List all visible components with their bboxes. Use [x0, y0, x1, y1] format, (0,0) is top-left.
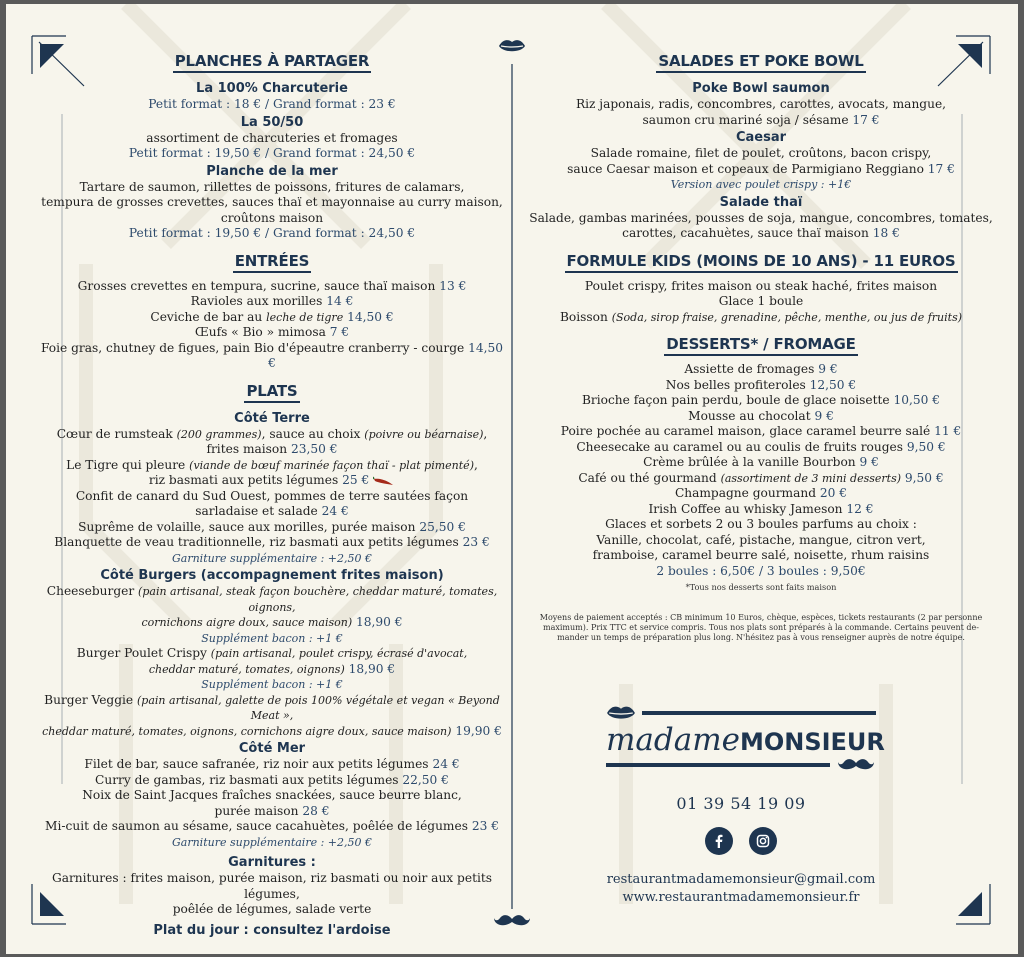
menu-line: Glace 1 boule	[718, 294, 804, 308]
menu-text: (200 grammes)	[176, 427, 262, 441]
item-desc: Salade romaine, filet de poulet, croûtons, bacon crispy,	[590, 146, 932, 160]
menu-text: (assortiment de 3 mini desserts)	[720, 471, 902, 485]
menu-text: 10,50 €	[893, 393, 941, 407]
menu-text: (poivre ou béarnaise)	[364, 427, 484, 441]
menu-text: 17 €	[927, 161, 955, 176]
menu-line	[38, 325, 506, 341]
menu-line: 2 boules : 6,50€ / 3 boules : 9,50€	[656, 563, 866, 578]
menu-text: cheddar maturé, tomates, oignons, cornichons aigre doux, sauce maison)	[42, 724, 452, 738]
chili-icon	[373, 476, 395, 486]
menu-text: Grosses crevettes en tempura, sucrine, sauce thaï maison	[77, 278, 436, 293]
website-link[interactable]: www.restaurantmadamemonsieur.fr	[622, 890, 860, 905]
menu-text: Burger Veggie	[44, 692, 134, 707]
menu-line: poêlée de légumes, salade verte	[172, 902, 372, 916]
menu-text: Blanquette de veau traditionnelle, riz basmati aux petits légumes	[54, 535, 459, 549]
menu-line	[38, 294, 506, 310]
menu-text: mander un temps de préparation plus long. N'hésitez pas à vous renseigner auprès de notre équipe.	[557, 632, 965, 642]
instagram-icon[interactable]	[749, 827, 777, 855]
menu-text: (viande de bœuf marinée façon thaï - plat pimenté)	[189, 458, 474, 472]
section-title-entrees: ENTRÉES	[233, 252, 311, 273]
lips-icon	[606, 704, 636, 722]
item-desc: tempura de grosses crevettes, sauces thaï et mayonnaise au curry maison,	[41, 195, 503, 209]
menu-text: Œufs « Bio » mimosa	[194, 325, 326, 339]
supplement-note: Garniture supplémentaire : +2,50 €	[171, 551, 372, 565]
item-desc: Riz japonais, radis, concombres, carottes, avocats, mangue,	[575, 97, 947, 111]
menu-line	[526, 486, 996, 502]
menu-line	[38, 520, 506, 536]
menu-text: Suprême de volaille, sauce aux morilles, purée maison	[78, 519, 416, 534]
menu-text: 13 €	[439, 278, 467, 293]
subsection-title: Côté Terre	[234, 410, 310, 426]
item-name: Poke Bowl saumon	[692, 81, 830, 96]
menu-line	[38, 693, 506, 724]
item-price: Petit format : 19,50 € / Grand format : 24,50 €	[128, 226, 416, 240]
menu-line	[38, 584, 506, 615]
supplement-note: Version avec poulet crispy : +1€	[670, 178, 852, 191]
menu-line	[526, 310, 996, 326]
menu-text: Brioche façon pain perdu, boule de glace noisette	[581, 393, 890, 407]
menu-text: saumon cru mariné soja / sésame	[642, 112, 849, 127]
menu-line	[526, 471, 996, 487]
menu-text: 7 €	[329, 325, 350, 339]
item-desc: Tartare de saumon, rillettes de poissons, fritures de calamars,	[79, 179, 465, 194]
menu-text: ,	[483, 426, 488, 441]
menu-text: Café ou thé gourmand	[578, 470, 717, 485]
divider	[606, 763, 830, 767]
item-desc	[526, 113, 996, 129]
menu-line	[526, 455, 996, 471]
menu-text: Filet de bar, sauce safranée, riz noir aux petits légumes	[84, 757, 429, 771]
item-desc	[526, 162, 996, 178]
menu-text: 24 €	[432, 757, 460, 771]
menu-line: Vanille, chocolat, café, pistache, mangue, citron vert,	[596, 532, 926, 547]
menu-text: 23 €	[462, 535, 490, 549]
menu-line	[38, 757, 506, 773]
menu-text: Boisson	[559, 309, 608, 324]
menu-line	[38, 724, 506, 740]
menu-line	[38, 535, 506, 551]
menu-text: purée maison	[214, 803, 299, 818]
menu-text: 28 €	[302, 803, 330, 818]
menu-page	[6, 4, 1018, 954]
menu-text: , sauce au choix	[261, 426, 361, 441]
menu-text: leche de tigre	[266, 310, 344, 324]
menu-line: Poulet crispy, frites maison ou steak haché, frites maison	[584, 278, 938, 293]
menu-text: 11 €	[934, 424, 962, 438]
menu-text: 18,90 €	[348, 661, 396, 676]
menu-line	[38, 819, 506, 835]
menu-text: Mi-cuit de saumon au sésame, sauce cacahuètes, poêlée de légumes	[45, 819, 468, 833]
menu-text: ,	[473, 457, 478, 472]
item-price: Petit format : 19,50 € / Grand format : 24,50 €	[128, 146, 416, 160]
menu-text: Foie gras, chutney de figues, pain Bio d'épeautre cranberry - courge	[41, 340, 465, 355]
item-name: Planche de la mer	[206, 163, 338, 179]
menu-line: Garnitures : frites maison, purée maison, riz basmati ou noir aux petits légumes,	[51, 871, 493, 901]
item-desc: assortiment de charcuteries et fromages	[146, 130, 398, 145]
supplement-note: Supplément bacon : +1 €	[201, 631, 343, 645]
menu-text: cheddar maturé, tomates, oignons)	[148, 662, 345, 676]
menu-line: Noix de Saint Jacques fraîches snackées, sauce beurre blanc,	[82, 788, 462, 802]
menu-line	[38, 442, 506, 458]
menu-text: Burger Poulet Crispy	[76, 646, 207, 660]
menu-text: Cheesecake au caramel ou au coulis de fruits rouges	[576, 439, 903, 454]
menu-text: 12 €	[846, 501, 874, 516]
menu-line	[526, 378, 996, 394]
menu-text: Nos belles profiteroles	[665, 377, 806, 392]
menu-text: 9 €	[859, 455, 879, 469]
menu-text: 9,50 €	[906, 439, 946, 454]
menu-text: Moyens de paiement acceptés : CB minimum 10 Euros, chèque, espèces, tickets restaurants (2 par personne	[539, 612, 983, 622]
menu-text: (pain artisanal, steak façon bouchère, cheddar maturé, tomates, oignons,	[138, 585, 498, 614]
menu-text: 9,50 €	[904, 470, 944, 485]
menu-line	[526, 424, 996, 440]
item-desc: Salade, gambas marinées, pousses de soja, mangue, concombres, tomates,	[529, 210, 993, 225]
menu-text: 22,50 €	[402, 772, 449, 787]
item-price: Petit format : 18 € / Grand format : 23 €	[148, 97, 396, 111]
menu-line	[38, 341, 506, 372]
item-name: La 100% Charcuterie	[196, 81, 348, 96]
menu-text: sauce Caesar maison et copeaux de Parmigiano Reggiano	[567, 161, 924, 176]
section-title-desserts: DESSERTS* / FROMAGE	[664, 335, 857, 356]
menu-line	[38, 773, 506, 789]
facebook-icon[interactable]	[705, 827, 733, 855]
menu-text: 14 €	[326, 294, 354, 308]
menu-text: Mousse au chocolat	[688, 408, 811, 423]
left-column	[38, 48, 506, 939]
logo	[606, 722, 885, 758]
menu-text: 24 €	[321, 504, 349, 518]
menu-line	[38, 473, 506, 489]
menu-text: 19,90 €	[455, 723, 502, 738]
menu-line	[38, 646, 506, 662]
menu-text: Champagne gourmand	[674, 486, 817, 500]
right-column	[526, 48, 996, 643]
supplement-note: Supplément bacon : +1 €	[201, 678, 343, 691]
section-title-kids: FORMULE KIDS (MOINS DE 10 ANS) - 11 EUROS	[565, 252, 958, 273]
plat-du-jour: Plat du jour : consultez l'ardoise	[153, 922, 391, 938]
menu-text: 23 €	[471, 819, 499, 833]
phone-number: 01 39 54 19 09	[676, 794, 806, 813]
menu-text: 14,50 €	[268, 340, 503, 370]
item-name: Salade thaï	[719, 194, 803, 210]
menu-text: Assiette de fromages	[684, 362, 815, 376]
subsection-title: Garnitures :	[228, 855, 316, 870]
menu-line	[38, 310, 506, 326]
menu-line	[38, 458, 506, 474]
menu-text: 9 €	[818, 362, 838, 376]
menu-text: maximum). Prix TTC et service compris. Tous nos plats sont préparés à la commande. Certains peuvent de-	[543, 622, 979, 632]
menu-text: 25,50 €	[419, 519, 466, 534]
item-name: Caesar	[735, 130, 787, 145]
menu-line	[38, 504, 506, 520]
menu-line	[526, 502, 996, 518]
section-title-plats: PLATS	[244, 382, 299, 403]
supplement-note: Garniture supplémentaire : +2,50 €	[171, 835, 372, 849]
menu-text: 9 €	[814, 408, 834, 423]
menu-line	[38, 427, 506, 443]
menu-text: sarladaise et salade	[195, 504, 318, 518]
menu-text: Crème brûlée à la vanille Bourbon	[643, 455, 856, 469]
menu-line	[38, 279, 506, 295]
menu-text: MONSIEUR	[739, 728, 885, 756]
divider	[642, 711, 876, 715]
menu-line: Confit de canard du Sud Ouest, pommes de terre sautées façon	[75, 488, 469, 503]
menu-text: 18,90 €	[356, 615, 403, 629]
menu-text: Le Tigre qui pleure	[66, 457, 186, 472]
menu-text: Cœur de rumsteak	[56, 426, 173, 441]
menu-line	[38, 662, 506, 678]
brand-block	[606, 704, 885, 907]
subsection-title: Côté Mer	[238, 741, 306, 756]
menu-text: 14,50 €	[347, 309, 394, 324]
menu-text: (pain artisanal, poulet crispy, écrasé d'avocat,	[210, 647, 468, 660]
menu-text: 25 €	[342, 473, 370, 487]
section-title-salades: SALADES ET POKE BOWL	[656, 52, 865, 73]
menu-text: Poire pochée au caramel maison, glace caramel beurre salé	[560, 424, 931, 438]
menu-text: 12,50 €	[809, 377, 857, 392]
section-title-planches: PLANCHES À PARTAGER	[173, 52, 371, 73]
social-links	[606, 827, 876, 855]
menu-line: Glaces et sorbets 2 ou 3 boules parfums au choix :	[605, 517, 917, 531]
menu-line	[38, 804, 506, 820]
menu-line: framboise, caramel beurre salé, noisette, rhum raisins	[592, 548, 930, 562]
desserts-note: *Tous nos desserts sont faits maison	[685, 582, 837, 592]
menu-text: 20 €	[819, 486, 848, 500]
menu-line	[526, 362, 996, 378]
menu-text: carottes, cacahuètes, sauce thaï maison	[622, 226, 869, 240]
payment-info	[526, 613, 996, 643]
menu-line	[526, 440, 996, 456]
menu-line	[38, 615, 506, 631]
menu-text: (Soda, sirop fraise, grenadine, pêche, menthe, ou jus de fruits)	[611, 310, 963, 324]
item-desc: croûtons maison	[220, 210, 324, 225]
menu-text: riz basmati aux petits légumes	[148, 473, 339, 487]
menu-text: frites maison	[206, 442, 288, 456]
menu-text: 23,50 €	[290, 442, 338, 456]
item-desc	[526, 226, 996, 242]
menu-text: Ceviche de bar au	[150, 309, 263, 324]
subsection-title: Côté Burgers (accompagnement frites maison)	[100, 568, 444, 583]
menu-text: Cheeseburger	[46, 584, 135, 598]
menu-text: Ravioles aux morilles	[190, 294, 323, 308]
menu-text: cornichons aigre doux, sauce maison)	[141, 616, 353, 629]
menu-text: 18 €	[872, 226, 900, 240]
menu-text: Irish Coffee au whisky Jameson	[648, 501, 843, 516]
item-name: La 50/50	[240, 114, 304, 130]
email-link[interactable]: restaurantmadamemonsieur@gmail.com	[606, 872, 876, 887]
menu-line	[526, 409, 996, 425]
menu-line	[526, 393, 996, 409]
menu-text: madame	[606, 722, 740, 758]
mustache-icon	[836, 758, 876, 772]
menu-text: Curry de gambas, riz basmati aux petits légumes	[95, 772, 399, 787]
menu-text: (pain artisanal, galette de pois 100% végétale et vegan « Beyond Meat »,	[137, 693, 500, 722]
menu-text: 17 €	[852, 112, 880, 127]
